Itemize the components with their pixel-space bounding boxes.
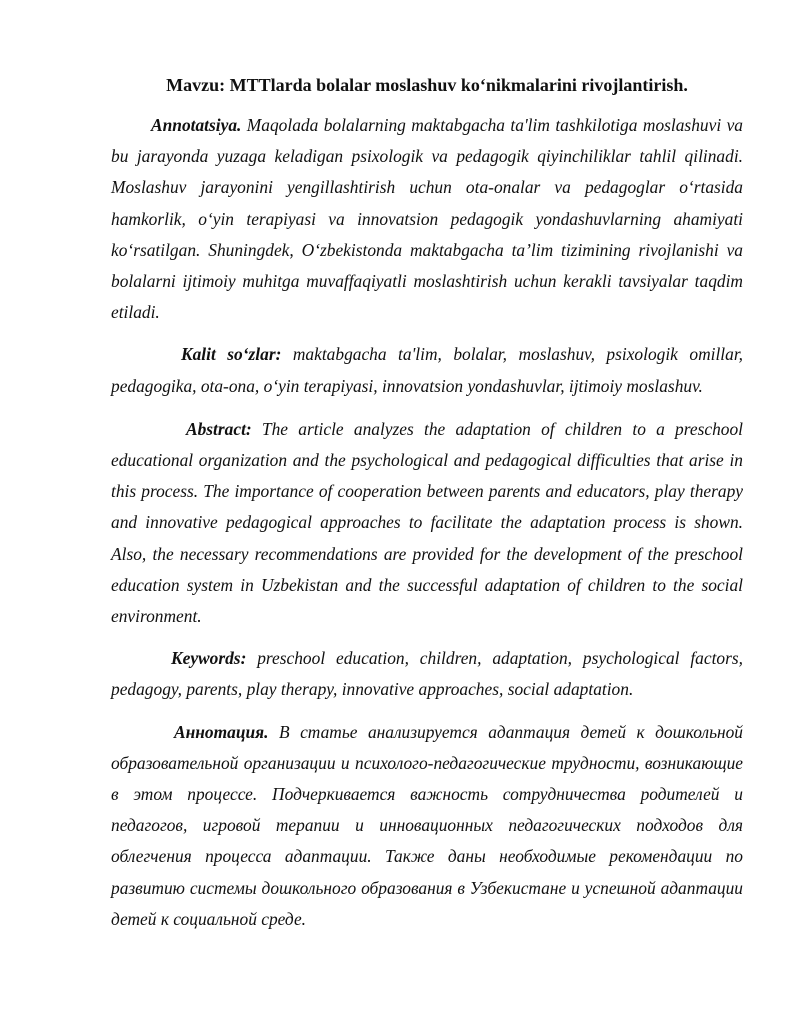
abstract-en-label: Abstract: <box>186 418 252 439</box>
keywords-en-paragraph <box>111 643 743 705</box>
annotation-ru-text: В статье анализируется адаптация детей к дошкольной образовательной организации и психолого-педагогические трудности, возникающие в этом процессе. Подчеркивается важность сотрудничества родителей и педагогов, игровой терапии и инновационных педагогических подходов для облегчения процесса адаптации. Также даны необходимые рекомендации по развитию системы дошкольного образования в Узбекистане и успешной адаптации детей к социальной среде. <box>111 721 743 929</box>
keywords-en-text: preschool education, children, adaptation, psychological factors, pedagogy, parents, play therapy, innovative approaches, social adaptation. <box>111 648 743 700</box>
annotation-uz-text: Maqolada bolalarning maktabgacha ta'lim tashkilotiga moslashuvi va bu jarayonda yuzaga keladigan psixologik va pedagogik qiyinchiliklar tahlil qilinadi. Moslashuv jarayonini yengillashtirish uchun ota-onalar va pedagoglar o‘rtasida hamkorlik, o‘yin terapiyasi va innovatsion pedagogik yondashuvlarning ahamiyati ko‘rsatilgan. Shuningdek, O‘zbekistonda maktabgacha ta’lim tizimining rivojlanishi va bolalarni ijtimoiy muhitga muvaffaqiyatli moslashtirish uchun kerakli tavsiyalar taqdim etiladi. <box>111 115 743 323</box>
annotation-uz-label: Annotatsiya. <box>151 115 242 135</box>
keywords-en-label: Keywords: <box>171 648 247 669</box>
document-page <box>111 70 743 935</box>
abstract-en-text: The article analyzes the adaptation of children to a preschool educational organization and the psychological and pedagogical difficulties that arise in this process. The importance of cooperation between parents and educators, play therapy and innovative pedagogical approaches to facilitate the adaptation process is shown. Also, the necessary recommendations are provided for the development of the preschool education system in Uzbekistan and the successful adaptation of children to the social environment. <box>111 418 743 627</box>
annotation-uz-paragraph <box>111 110 743 328</box>
keywords-uz-paragraph <box>111 339 743 401</box>
annotation-ru-paragraph <box>111 717 743 935</box>
keywords-uz-label: Kalit so‘zlar: <box>181 344 282 365</box>
article-title: Mavzu: MTTlarda bolalar moslashuv ko‘nikmalarini rivojlantirish. <box>166 75 688 95</box>
annotation-ru-label: Аннотация. <box>174 721 269 742</box>
keywords-uz-text: maktabgacha ta'lim, bolalar, moslashuv, psixologik omillar, pedagogika, ota-ona, o‘yin terapiyasi, innovatsion yondashuvlar, ijtimoiy moslashuv. <box>111 344 744 396</box>
abstract-en-paragraph <box>111 414 743 632</box>
